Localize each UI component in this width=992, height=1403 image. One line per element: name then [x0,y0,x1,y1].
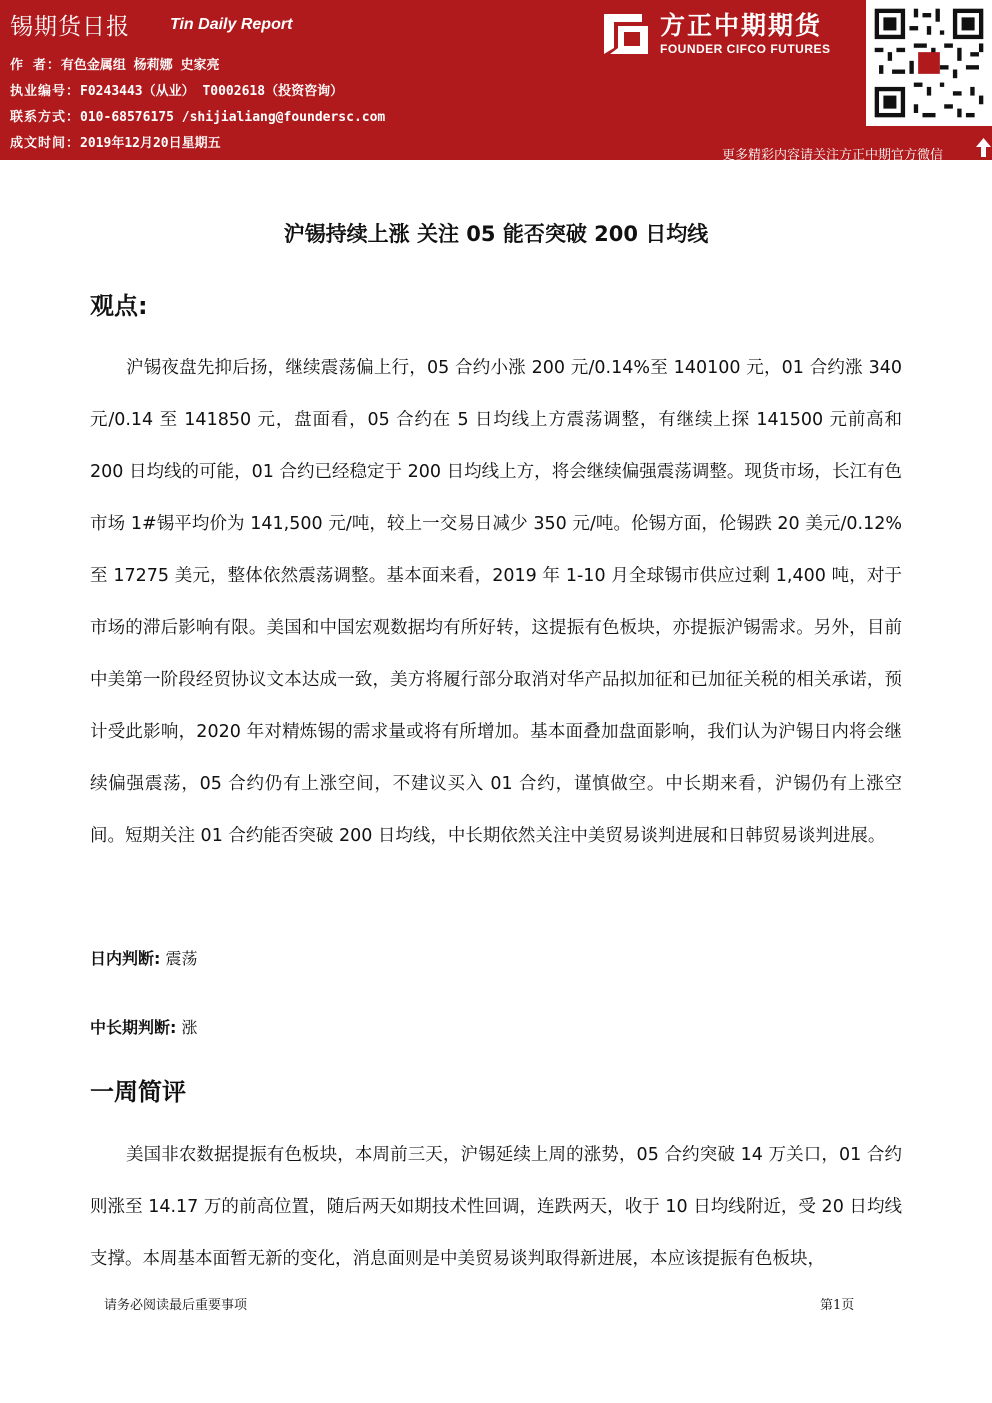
section-heading-viewpoint: 观点: [90,292,148,320]
date-label: 成文时间： [10,136,81,151]
midlong-judgment-value: 涨 [181,1018,198,1037]
logo-text-en: FOUNDER CIFCO FUTURES [660,42,831,56]
logo-text-cn: 方正中期期货 [660,11,823,40]
wechat-qr-code [866,0,992,126]
report-title-en: Tin Daily Report [170,16,293,33]
midlong-judgment [90,1015,198,1038]
footer-page-number: 第1页 [820,1298,855,1313]
contact-label: 联系方式： [10,110,81,125]
viewpoint-paragraph: 沪锡夜盘先抑后扬，继续震荡偏上行，05 合约小涨 200 元/0.14%至 140100 元，01 合约涨 340 元/0.14 至 141850 元，盘面看，05 合约在 5 日均线上方震荡调整，有继续上探 141500 元前高和 200 日均线的可能，01 合约已经稳定于 200 日均线上方，将会继续偏强震荡调整。现货市场，长江有色市场 1#锡平均价为 141,500 元/吨，较上一交易日减少 350 元/吨。伦锡方面，伦锡跌 20 美元/0.12%至 17275 美元，整体依然震荡调整。基本面来看，2019 年 1-10 月全球锡市供应过剩 1,400 吨，对于市场的滞后影响有限。美国和中国宏观数据均有所好转，这提振有色板块，亦提振沪锡需求。另外，目前中美第一阶段经贸协议文本达成一致，美方将履行部分取消对华产品拟加征和已加征关税的相关承诺，预计受此影响，2020 年对精炼锡的需求量或将有所增加。基本面叠加盘面影响，我们认为沪锡日内将会继续偏强震荡，05 合约仍有上涨空间，不建议买入 01 合约，谨慎做空。中长期来看，沪锡仍有上涨空间。短期关注 01 合约能否突破 200 日均线，中长期依然关注中美贸易谈判进展和日韩贸易谈判进展。 [90,358,902,846]
section-heading-weekly-review: 一周简评 [90,1078,186,1106]
footer-disclaimer: 请务必阅读最后重要事项 [104,1298,248,1313]
arrow-up-icon [975,137,992,158]
authors-line [10,54,219,73]
date-value: 2019年12月20日星期五 [80,136,221,151]
report-header [0,0,992,163]
midlong-judgment-label: 中长期判断: [90,1018,177,1037]
date-line [10,132,221,151]
logo-mark-icon [604,8,648,54]
report-title-cn: 锡期货日报 [10,14,130,40]
authors-value: 有色金属组 杨莉娜 史家亮 [60,58,220,73]
intraday-judgment-label: 日内判断: [90,949,161,968]
intraday-judgment-value: 震荡 [165,949,198,968]
contact-value: 010-68576175 /shijialiang@foundersc.com [80,110,386,125]
intraday-judgment [90,946,198,969]
article-title: 沪锡持续上涨 关注 05 能否突破 200 日均线 [283,222,709,246]
license-value: F0243443（从业） T0002618（投资咨询） [80,84,344,99]
company-logo [604,6,864,62]
contact-line [10,106,385,125]
license-label: 执业编号： [10,84,81,99]
authors-label: 作 者： [10,58,61,73]
license-line [10,80,343,99]
weekly-review-paragraph: 美国非农数据提振有色板块，本周前三天，沪锡延续上周的涨势，05 合约突破 14 万关口，01 合约则涨至 14.17 万的前高位置，随后两天如期技术性回调，连跌两天，收于 10 日均线附近，受 20 日均线支撑。本周基本面暂无新的变化，消息面则是中美贸易谈判取得新进展，本应该提振有色板块， [90,1145,902,1269]
follow-wechat-text: 更多精彩内容请关注方正中期官方微信 [722,148,944,163]
